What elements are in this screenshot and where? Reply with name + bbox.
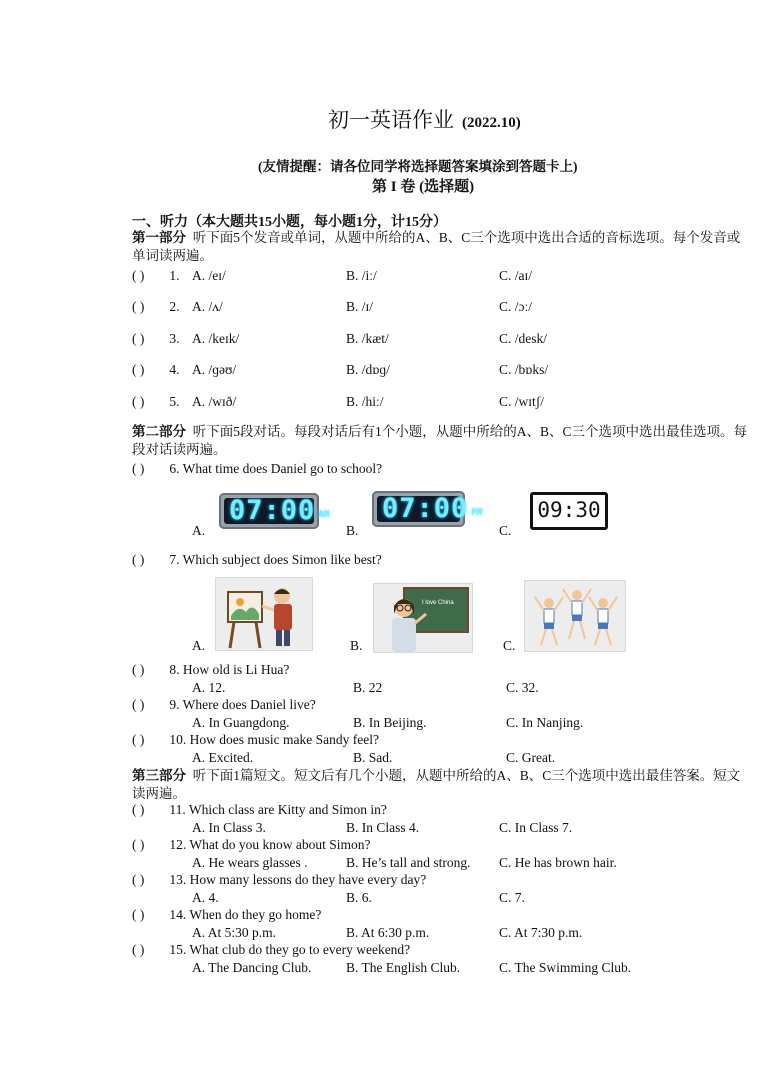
part2-text: 听下面5段对话。每段对话后有1个小题，从题中所给的A、B、C三个选项中选出最佳选项。每段对话读两遍。 bbox=[132, 424, 748, 457]
clock-a-time: 07:00 bbox=[229, 495, 316, 526]
answer-blank[interactable]: ( ) bbox=[132, 907, 145, 922]
option-a: A. /eɪ/ bbox=[192, 268, 226, 283]
option-b: B. bbox=[350, 638, 363, 653]
blackboard-text: I love China bbox=[422, 600, 454, 606]
question-11 bbox=[132, 802, 387, 818]
part1-instruction bbox=[132, 229, 752, 265]
answer-blank[interactable]: ( ) bbox=[132, 872, 145, 887]
option-c: C. At 7:30 p.m. bbox=[499, 925, 583, 940]
option-b: B. In Class 4. bbox=[346, 820, 420, 835]
digital-clock-c bbox=[530, 492, 608, 530]
option-c: C. In Class 7. bbox=[499, 820, 573, 835]
answer-blank[interactable]: ( ) bbox=[132, 362, 145, 377]
question-number: 2. bbox=[169, 299, 180, 314]
part3-instruction bbox=[132, 767, 752, 803]
painter-illustration bbox=[216, 578, 312, 650]
question-1 bbox=[132, 268, 180, 284]
question-5 bbox=[132, 394, 180, 410]
answer-blank[interactable]: ( ) bbox=[132, 552, 145, 567]
question-2 bbox=[132, 299, 180, 315]
title-year: (2022.10) bbox=[462, 115, 521, 131]
answer-blank[interactable]: ( ) bbox=[132, 662, 145, 677]
answer-blank[interactable]: ( ) bbox=[132, 837, 145, 852]
option-c: C. The Swimming Club. bbox=[499, 960, 632, 975]
question-text: 15. What club do they go to every weekend? bbox=[169, 942, 411, 957]
option-a: A. In Guangdong. bbox=[192, 715, 290, 730]
option-b: B. He’s tall and strong. bbox=[346, 855, 471, 870]
part2-label: 第二部分 bbox=[132, 424, 186, 439]
digital-clock-a bbox=[219, 493, 330, 529]
chinese-lesson-image bbox=[373, 583, 473, 653]
option-a: A. bbox=[192, 523, 206, 538]
question-text: 7. Which subject does Simon like best? bbox=[169, 552, 382, 567]
option-b: B. bbox=[346, 523, 359, 538]
question-text: 12. What do you know about Simon? bbox=[169, 837, 371, 852]
question-text: 8. How old is Li Hua? bbox=[169, 662, 290, 677]
option-b: B. /dɒɡ/ bbox=[346, 362, 390, 377]
option-b: B. 6. bbox=[346, 890, 372, 905]
question-text: 13. How many lessons do they have every day? bbox=[169, 872, 427, 887]
option-a: A. 12. bbox=[192, 680, 226, 695]
answer-blank[interactable]: ( ) bbox=[132, 732, 145, 747]
question-6 bbox=[132, 461, 382, 477]
answer-blank[interactable]: ( ) bbox=[132, 268, 145, 283]
question-14 bbox=[132, 907, 321, 923]
question-number: 4. bbox=[169, 362, 180, 377]
option-c: C. Great. bbox=[506, 750, 556, 765]
pe-exercise-image bbox=[524, 580, 626, 652]
answer-blank[interactable]: ( ) bbox=[132, 697, 145, 712]
option-a: A. /ʌ/ bbox=[192, 299, 223, 314]
option-c: C. bbox=[503, 638, 516, 653]
option-b: B. /hiː/ bbox=[346, 394, 384, 409]
question-7 bbox=[132, 552, 382, 568]
part2-instruction bbox=[132, 423, 752, 459]
option-a: A. In Class 3. bbox=[192, 820, 266, 835]
option-b: B. The English Club. bbox=[346, 960, 461, 975]
question-12 bbox=[132, 837, 370, 853]
answer-blank[interactable]: ( ) bbox=[132, 942, 145, 957]
option-a: A. The Dancing Club. bbox=[192, 960, 312, 975]
option-c: C. In Nanjing. bbox=[506, 715, 584, 730]
question-3 bbox=[132, 331, 180, 347]
exercise-illustration bbox=[525, 581, 625, 651]
option-c: C. 32. bbox=[506, 680, 539, 695]
reminder: (友情提醒：请各位同学将选择题答案填涂到答题卡上) bbox=[258, 159, 578, 174]
answer-blank[interactable]: ( ) bbox=[132, 802, 145, 817]
option-c: C. bbox=[499, 523, 512, 538]
question-text: 11. Which class are Kitty and Simon in? bbox=[169, 802, 387, 817]
option-b: B. 22 bbox=[353, 680, 383, 695]
option-c: C. /ɔː/ bbox=[499, 299, 532, 314]
option-c: C. /wɪtʃ/ bbox=[499, 394, 545, 409]
answer-blank[interactable]: ( ) bbox=[132, 299, 145, 314]
clock-b-time: 07:00 bbox=[382, 493, 469, 524]
question-text: 14. When do they go home? bbox=[169, 907, 322, 922]
teacher-illustration bbox=[374, 584, 472, 652]
answer-blank[interactable]: ( ) bbox=[132, 461, 145, 476]
option-c: C. /aɪ/ bbox=[499, 268, 532, 283]
option-b: B. In Beijing. bbox=[353, 715, 427, 730]
question-number: 1. bbox=[169, 268, 180, 283]
section-heading: 一、听力（本大题共15小题，每小题1分，计15分） bbox=[132, 215, 447, 230]
option-a: A. bbox=[192, 638, 206, 653]
question-4 bbox=[132, 362, 180, 378]
option-c: C. He has brown hair. bbox=[499, 855, 617, 870]
question-9 bbox=[132, 697, 316, 713]
answer-blank[interactable]: ( ) bbox=[132, 331, 145, 346]
clock-a-suffix: AM bbox=[318, 510, 330, 520]
option-b: B. Sad. bbox=[353, 750, 393, 765]
clock-c-time: 09:30 bbox=[537, 498, 601, 522]
option-c: C. /bɒks/ bbox=[499, 362, 549, 377]
part1-text: 听下面5个发音或单词，从题中所给的A、B、C三个选项中选出合适的音标选项。每个发音或单词读两遍。 bbox=[132, 230, 741, 263]
option-a: A. /wɪð/ bbox=[192, 394, 237, 409]
option-b: B. At 6:30 p.m. bbox=[346, 925, 430, 940]
option-c: C. /desk/ bbox=[499, 331, 548, 346]
option-a: A. 4. bbox=[192, 890, 219, 905]
title-text: 初一英语作业 bbox=[328, 108, 454, 132]
question-text: 9. Where does Daniel live? bbox=[169, 697, 316, 712]
option-b: B. /ɪ/ bbox=[346, 299, 374, 314]
question-text: 6. What time does Daniel go to school? bbox=[169, 461, 383, 476]
question-15 bbox=[132, 942, 410, 958]
option-b: B. /iː/ bbox=[346, 268, 377, 283]
question-number: 3. bbox=[169, 331, 180, 346]
option-b: B. /kæt/ bbox=[346, 331, 389, 346]
part3-label: 第三部分 bbox=[132, 768, 186, 783]
art-painting-image bbox=[215, 577, 313, 651]
volume-heading: 第 I 卷 (选择题) bbox=[372, 179, 475, 195]
option-a: A. /keɪk/ bbox=[192, 331, 240, 346]
clock-b-suffix: PM bbox=[471, 508, 483, 518]
part1-label: 第一部分 bbox=[132, 230, 186, 245]
question-text: 10. How does music make Sandy feel? bbox=[169, 732, 379, 747]
digital-clock-b bbox=[372, 491, 483, 527]
question-number: 5. bbox=[169, 394, 180, 409]
page-title bbox=[328, 104, 521, 134]
question-8 bbox=[132, 662, 289, 678]
part3-text: 听下面1篇短文。短文后有几个小题，从题中所给的A、B、C三个选项中选出最佳答案。短文读两遍。 bbox=[132, 768, 741, 801]
question-13 bbox=[132, 872, 426, 888]
option-a: A. /ɡəʊ/ bbox=[192, 362, 237, 377]
option-a: A. At 5:30 p.m. bbox=[192, 925, 277, 940]
option-a: A. He wears glasses . bbox=[192, 855, 308, 870]
option-c: C. 7. bbox=[499, 890, 525, 905]
option-a: A. Excited. bbox=[192, 750, 254, 765]
answer-blank[interactable]: ( ) bbox=[132, 394, 145, 409]
question-10 bbox=[132, 732, 379, 748]
